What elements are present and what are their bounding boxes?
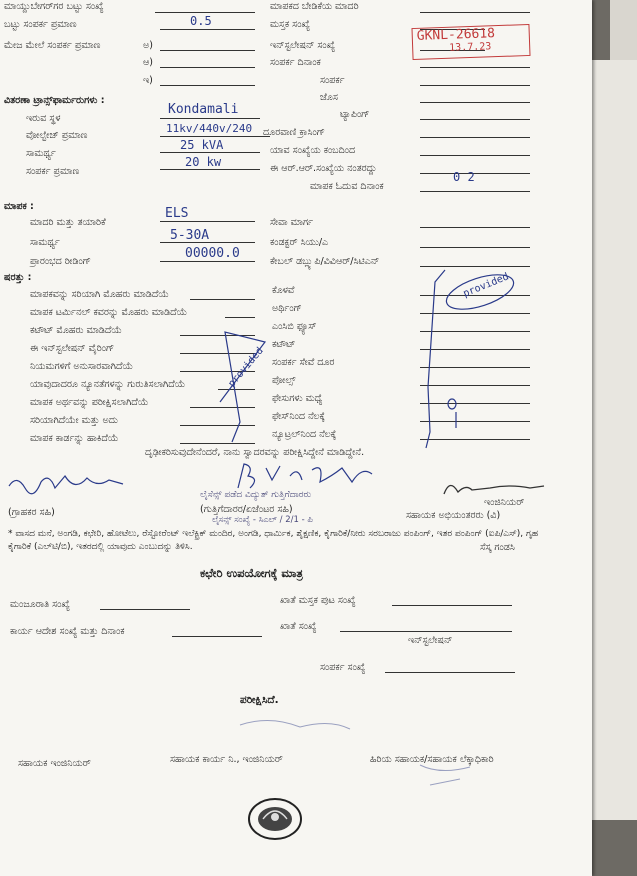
note-left-1: ಮಾಪಕವನ್ನು ಸರಿಯಾಗಿ ಮೊಹರು ಮಾಡಿದೆಯೆ — [30, 289, 169, 300]
fill-line — [160, 136, 270, 137]
note-right-2: ಅರ್ಥಿಂಗ್ — [272, 303, 302, 314]
fill-line — [160, 242, 255, 243]
transformer-value-location: Kondamali — [168, 102, 239, 117]
fill-line — [160, 85, 255, 86]
meter-label-model: ಮಾದರಿ ಮತ್ತು ತಯಾರಿಕೆ — [30, 217, 106, 228]
note-left-9: ಮಾಪಕ ಕಾರ್ಡನ್ನು ಹಾಕಿದೆಯೆ — [30, 433, 119, 444]
transformer-value-capacity: 25 kVA — [180, 138, 224, 152]
fill-line — [160, 221, 255, 222]
asst-engineer-label: ಸಹಾಯಕ ಇಂಜಿನಿಯರ್ — [18, 758, 91, 769]
stamp-date: 13.7.23 — [449, 41, 492, 54]
transformer-label-capacity: ಸಾಮರ್ಥ್ಯ — [26, 148, 56, 159]
handwritten-provided-2: provided — [226, 345, 266, 390]
engineer-sub-label: ಸೆಸ್ಕ ಗಂಡಸಿ — [480, 542, 515, 553]
note-left-3: ಕಟೌಟ್ ಮೊಹರು ಮಾಡಿದೆಯೆ — [30, 325, 122, 336]
fill-line — [160, 169, 260, 170]
office-checked: ಪರೀಕ್ಷಿಸಿದೆ. — [240, 694, 279, 706]
stamp-code: GKNL-26618 — [416, 26, 496, 44]
header-left-prefix-4: ಇ) — [143, 75, 153, 86]
transformer-label-voltage: ವೋಲ್ಟೇಜ್ ಪ್ರಮಾಣ — [26, 130, 88, 141]
fill-line — [392, 605, 512, 606]
transformer-value-voltage: 11kv/440v/240 — [166, 122, 253, 135]
ink-stroke — [426, 270, 445, 448]
transformer-right-label-4: ಈ ಆರ್.ಆರ್.ಸಂಖ್ಯೆಯ ನಂತರದ್ದು — [270, 163, 377, 174]
fill-line — [420, 12, 530, 13]
customer-signature — [5, 462, 135, 502]
fill-line — [385, 672, 515, 673]
header-left-label-1: ಬಟ್ಟು ಸಂಪರ್ಕ ಪ್ರಮಾಣ — [4, 19, 77, 30]
ink-stroke — [444, 485, 544, 494]
meter-label-capacity: ಸಾಮರ್ಥ್ಯ — [30, 237, 60, 248]
header-right-1: ಮಸ್ತಕ ಸಂಖ್ಯೆ — [270, 19, 311, 30]
header-left-value-1: 0.5 — [190, 14, 212, 28]
notes-heading: ಷರತ್ತು : — [4, 272, 32, 283]
contractor-stamp-line2: ಲೈಸನ್ಸ್ ಸಂಖ್ಯೆ - ಸಿಎಲ್ / 2/1 - ಪಿ — [212, 515, 313, 525]
fill-line — [420, 102, 530, 103]
fill-line — [420, 67, 530, 68]
engineer-title: ಇಂಜಿನಿಯರ್ — [484, 497, 525, 508]
fill-line — [160, 118, 260, 119]
office-ledger-label: ಖಾತೆ ಮಸ್ತಕ ಪುಟ ಸಂಖ್ಯೆ — [280, 595, 356, 606]
note-right-6: ಪೋಲ್ಸ್ — [272, 375, 296, 386]
meter-value-model: ELS — [165, 206, 189, 221]
emblem-logo — [245, 795, 305, 845]
fill-line — [160, 29, 255, 30]
contractor-stamp-line1: ಲೈಸೆನ್ಸ್ ಪಡೆದ ವಿದ್ಯುತ್ ಗುತ್ತಿಗೆದಾರರು — [200, 490, 312, 500]
note-right-3: ಎಂಸಿಬಿ ಫ್ಯೂಸ್ — [272, 321, 317, 332]
note-right-5: ಸಂಪರ್ಕ ಸೇವೆ ದೂರ — [272, 357, 335, 368]
office-work-order-label: ಕಾರ್ಯ ಆದೇಶ ಸಂಖ್ಯೆ ಮತ್ತು ದಿನಾಂಕ — [10, 626, 125, 637]
fill-line — [420, 85, 530, 86]
fill-line — [100, 609, 190, 610]
customer-signature-label: (ಗ್ರಾಹಕರ ಸಹಿ) — [8, 507, 55, 518]
fill-line — [160, 152, 260, 153]
header-left-prefix-2: ಅ) — [143, 40, 153, 51]
note-right-7: ಫೇಸುಗಳು ಮಧ್ಯೆ — [272, 393, 323, 404]
fill-line — [420, 227, 530, 228]
header-right-3: ಸಂಪರ್ಕ ದಿನಾಂಕ — [270, 57, 321, 68]
fill-line — [160, 67, 255, 68]
fill-line — [160, 50, 255, 51]
transformer-right-value-4: 0 2 — [453, 170, 475, 184]
transformer-right-label-1: ಟ್ಯಾಪಿಂಗ್ — [340, 109, 370, 120]
note-left-2: ಮಾಪಕ ಟರ್ಮಿನಲ್ ಕವರನ್ನು ಮೊಹರು ಮಾಡಿದೆಯೆ — [30, 307, 188, 318]
header-right-4: ಸಂಪರ್ಕ — [320, 75, 345, 86]
transformer-value-load: 20 kw — [185, 155, 222, 169]
note-right-1: ಕೊಳವೆ — [272, 285, 295, 296]
note-right-4: ಕಟೌಟ್ — [272, 339, 296, 350]
note-right-9: ನ್ಯೂಟ್ರಲ್‌ನಿಂದ ನೆಲಕ್ಕೆ — [272, 429, 337, 440]
contractor-signature-label: (ಗುತ್ತಿಗೆದಾರರ/ಏಜೆಂಟರ ಸಹಿ) — [200, 504, 293, 515]
transformer-label-load: ಸಂಪರ್ಕ ಪ್ರಮಾಣ — [26, 166, 80, 177]
meter-right-2: ಕಂಡಕ್ಟರ್ ಸಿಯು/ಎ — [270, 237, 329, 248]
handwritten-provided: provided — [461, 271, 511, 300]
meter-label-reading: ಪ್ರಾರಂಭದ ರೀಡಿಂಗ್ — [30, 256, 91, 267]
office-connection-label: ಸಂಪರ್ಕ ಸಂಖ್ಯೆ — [320, 662, 366, 673]
fill-line — [340, 631, 512, 632]
asst-exec-engineer-label: ಸಹಾಯಕ ಕಾರ್ಯ ನಿ., ಇಂಜಿನಿಯರ್ — [170, 754, 283, 765]
meter-value-capacity: 5-30A — [170, 228, 210, 243]
ink-zero — [448, 399, 456, 409]
note-right-8: ಫೇಸ್‌ನಿಂದ ನೆಲಕ್ಕೆ — [272, 411, 326, 422]
meter-right-1: ಸೇವಾ ಮಾರ್ಗ — [270, 217, 314, 228]
footnote: * ವಾಸದ ಮನೆ, ಅಂಗಡಿ, ಕಛೇರಿ, ಹೋಟೆಲು, ರೆಸ್ಟೋರೆಂಟ್ ಇಲೆಕ್ಟ್ರಿಕ್ ಮಂದಿರ, ಅಂಗಡಿ, ಧಾರ್ಮಿಕ, ಶೈಕ್ಷಣಿಕ, ಕೈಗಾರಿಕೆ/ನೀರು ಸರಬರಾಜು ಪಂಪಿಂಗ್, ಇತರ ಪಂಪಿಂಗ್ (ಐಪಿ/ಎಸ್), ಗೃಹ ಕೈಗಾರಿಕೆ (ಎಲ್‌ಟಿ/ಬಿ), ಇತರದಲ್ಲಿ ಯಾವುದು ಎಂಬುದನ್ನು ತಿಳಿಸಿ. — [8, 529, 539, 552]
fill-line — [420, 191, 530, 192]
fill-line — [420, 155, 530, 156]
office-account-label: ಖಾತೆ ಸಂಖ್ಯೆ — [280, 621, 317, 632]
background-sheet — [590, 60, 637, 820]
transformer-heading: ವಿತರಣಾ ಟ್ರಾನ್ಸ್‌ಫಾರ್ಮರುಗಳು : — [4, 95, 105, 106]
meter-heading: ಮಾಪಕ : — [4, 201, 34, 212]
transformer-right-label-2: ದೂರವಾಣಿ ಕ್ರಾಸಿಂಗ್ — [263, 127, 325, 138]
accounts-officer-label: ಹಿರಿಯ ಸಹಾಯಕ/ಸಹಾಯಕ ಲೆಕ್ಕಾಧಿಕಾರಿ — [370, 754, 494, 765]
header-row1-left: ಮಾಯ್ದುಬೇಗರ್‌ಗರ ಬಟ್ಟು ಸಂಖ್ಯೆ — [4, 1, 104, 12]
office-sanction-label: ಮಂಜೂರಾತಿ ಸಂಖ್ಯೆ — [10, 599, 70, 610]
ink-stroke — [238, 464, 372, 488]
fill-line — [172, 636, 262, 637]
header-right-2: ಇನ್‌ಸ್ಟಲೇಷನ್ ಸಂಖ್ಯೆ — [270, 40, 336, 51]
transformer-label-location: ಇರುವ ಸ್ಥಳ — [26, 113, 61, 124]
transformer-right-label-3: ಯಾವ ಸಂಖ್ಯೆಯ ಕಂಬದಿಂದ — [270, 145, 356, 156]
fill-line — [420, 119, 530, 120]
ink-stroke — [240, 720, 470, 785]
engineer-signature-label: ಸಹಾಯಕ ಅಭಿಯಂತರರು (ವಿ) — [406, 510, 501, 521]
meter-value-reading: 00000.0 — [185, 246, 240, 261]
note-left-5: ನಿಯಮಗಳಿಗೆ ಅನುಸಾರವಾಗಿದೆಯೆ — [30, 361, 134, 372]
office-installation-label: ಇನ್‌ಸ್ಟಲೇಷನ್ — [408, 635, 453, 646]
note-left-8: ಸರಿಯಾಗಿದೆಯೇ ಮತ್ತು ಅದು — [30, 415, 118, 426]
declaration-text: ದೃಢೀಕರಿಸುವುದೇನೆಂದರೆ, ನಾನು ಸ್ವಾದರವನ್ನು ಪರೀಕ್ಷಿಸಿದ್ದೇನೆ ಮಾಡಿದ್ದೇನೆ. — [145, 447, 365, 458]
fill-line — [155, 12, 255, 13]
faded-bottom-handwriting — [180, 705, 500, 795]
header-right-5: ಜೊಸ — [320, 92, 338, 103]
office-heading: ಕಛೇರಿ ಉಪಯೋಗಕ್ಕೆ ಮಾತ್ರ — [200, 566, 303, 580]
note-left-7: ಮಾಪಕ ಅರ್ಥವನ್ನು ಪರೀಕ್ಷಿಸಲಾಗಿದೆಯೆ — [30, 397, 149, 408]
note-left-6: ಯಾವುದಾದರೂ ನ್ಯೂನತೆಗಳನ್ನು ಗುರುತಿಸಲಾಗಿದೆಯೆ — [30, 379, 186, 390]
fill-line — [420, 173, 530, 174]
registration-stamp — [411, 24, 530, 60]
fill-line — [420, 247, 530, 248]
ink-stroke — [9, 476, 123, 494]
fill-line — [420, 137, 530, 138]
meter-right-3: ಕೇಬಲ್ ಡಬ್ಲ್ಯುಪಿ/ವಿವಿಆರ್/ಸಿಟಿಎನ್ — [270, 256, 380, 267]
header-left-label-2: ಮೇಜ ಮೇಲೆ ಸಂಪರ್ಕ ಪ್ರಮಾಣ — [4, 40, 101, 51]
header-row1-right: ಮಾಪಕದ ಬೇಡಿಕೆಯ ಮಾದರಿ — [270, 1, 359, 12]
header-left-prefix-3: ಆ) — [143, 57, 153, 68]
emblem-dot — [271, 813, 279, 821]
note-left-4: ಈ ಇನ್‌ಸ್ಟಲೇಷನ್ ವೈರಿಂಗ್ — [30, 343, 115, 354]
transformer-right-label-5: ಮಾಪಕ ಓದುವ ದಿನಾಂಕ — [310, 181, 384, 192]
